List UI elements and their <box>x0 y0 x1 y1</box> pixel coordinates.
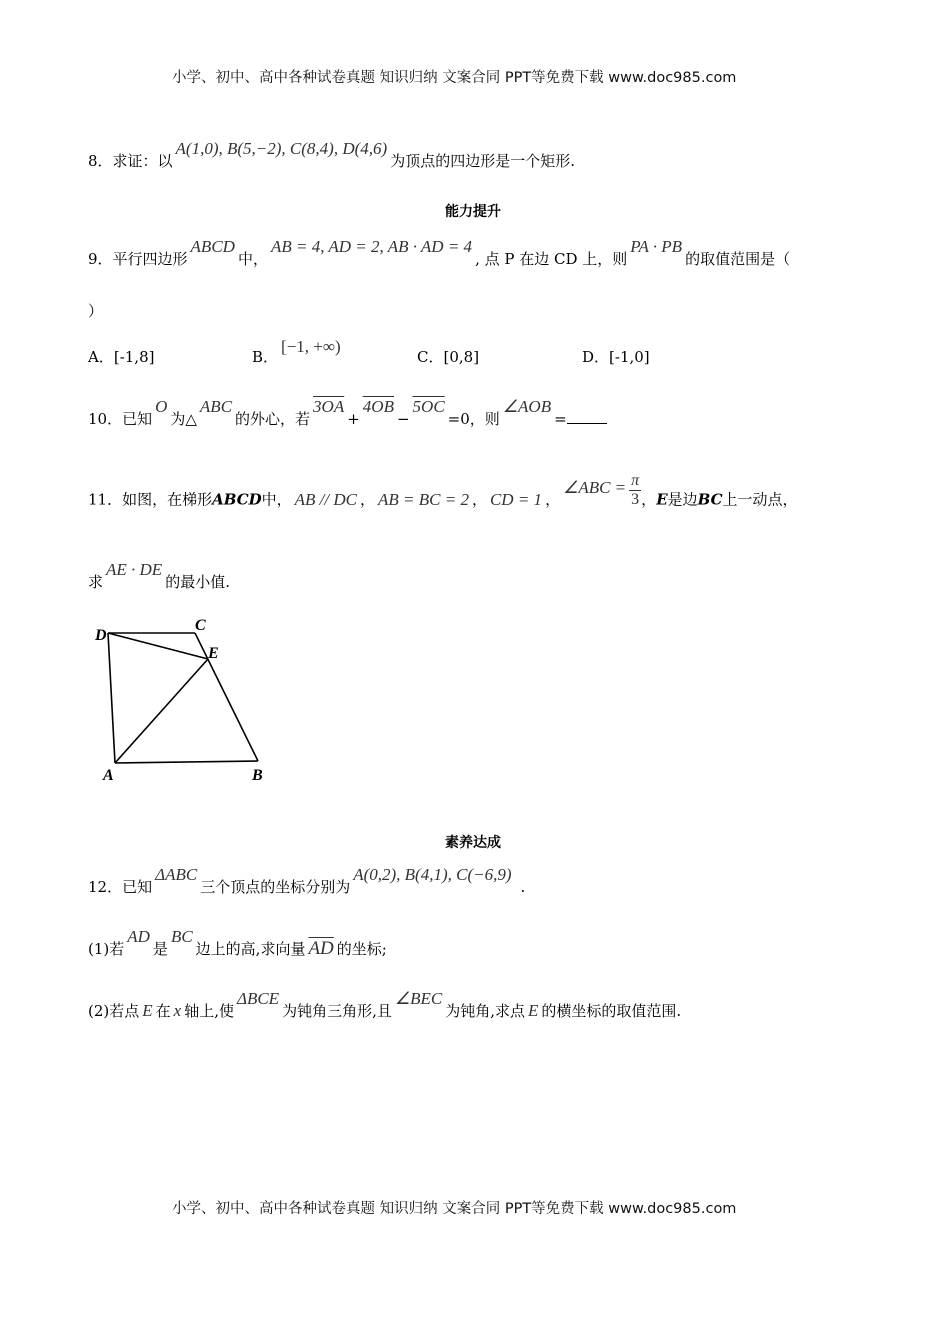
q12-text: (1)若 <box>88 940 125 958</box>
edge-ba <box>115 761 258 763</box>
q12-math-triangle: ΔABC <box>155 865 198 884</box>
q12-text: 的横坐标的取值范围. <box>541 1002 682 1020</box>
q11-math-cd: CD = 1 <box>489 489 543 509</box>
edge-ad <box>108 633 115 763</box>
q10-math-abc: ABC <box>199 397 233 416</box>
option-value: [−1, +∞) <box>281 337 341 356</box>
q11-math-parallel: AB // DC <box>294 489 357 509</box>
q12-text: 为钝角,求点 <box>445 1002 525 1020</box>
option-label: D． <box>582 348 610 366</box>
q9-number: 9．平行四边形 <box>88 250 188 268</box>
q8-points: A(1,0), B(5,−2), C(8,4), D(4,6) <box>175 139 388 158</box>
section-title-ability: 能力提升 <box>445 204 501 220</box>
q11-text: 是边 <box>667 490 698 509</box>
q12-part-2 <box>88 989 682 1021</box>
option-label: B． <box>252 348 279 366</box>
page-header: 小学、初中、高中各种试卷真题 知识归纳 文案合同 PPT等免费下载 www.doc985.com <box>172 70 737 86</box>
vector-ad: $\overline{AD}$ <box>308 938 334 959</box>
q10-text: 的外心，若 <box>235 410 311 428</box>
vector-oc: 5OC <box>412 397 445 416</box>
q11-math-lengths: AB = BC = 2 <box>378 489 469 509</box>
q10-text: = <box>554 410 567 428</box>
section-title-literacy: 素养达成 <box>445 835 501 851</box>
figure-label-c: C <box>195 617 206 634</box>
q10-text: 为△ <box>170 410 197 428</box>
q12-math-points: A(0,2), B(4,1), C(−6,9) <box>353 865 512 884</box>
q12-text: 边上的高,求向量 <box>195 940 306 958</box>
q11-number: 11．如图，在梯形 <box>88 490 213 509</box>
edge-cb <box>195 633 258 761</box>
q11-math-ae-de: AE · DE <box>106 560 163 579</box>
period: . <box>520 878 526 896</box>
q12-text: 为钝角三角形,且 <box>282 1002 392 1020</box>
q9-text: 中， <box>237 250 268 268</box>
page-footer: 小学、初中、高中各种试卷真题 知识归纳 文案合同 PPT等免费下载 www.doc985.com <box>172 1201 737 1217</box>
q11-bc: BC <box>697 490 723 509</box>
option-value: [-1,0] <box>609 348 650 366</box>
math-e: E <box>528 1001 539 1020</box>
q11-text: 求 <box>88 573 104 591</box>
comma: ， <box>471 490 487 509</box>
q11-text: 中， <box>261 490 292 509</box>
q9-math-abcd: ABCD <box>190 237 235 256</box>
q12-text: 是 <box>152 940 168 958</box>
q12-text: (2)若点 <box>88 1002 140 1020</box>
option-value: [-1,8] <box>113 348 155 366</box>
math-ad: AD <box>127 927 150 946</box>
minus-sign: − <box>396 410 410 428</box>
q10-math-o: O <box>155 397 168 416</box>
q12-part-1 <box>88 927 387 960</box>
q12-number: 12．已知 <box>88 878 153 896</box>
plus-sign: + <box>347 410 360 428</box>
option-value: [0,8] <box>443 348 480 366</box>
segment-de <box>108 633 208 659</box>
math-x: x <box>173 1001 182 1020</box>
q10-number: 10．已知 <box>88 410 153 428</box>
math-angle-bec: ∠BEC <box>394 989 443 1008</box>
q10-math-angle: ∠AOB <box>502 397 552 416</box>
q10-text: =0，则 <box>447 410 500 428</box>
segment-ae <box>115 659 208 763</box>
comma: ， <box>641 490 657 509</box>
math-bc: BC <box>170 927 193 946</box>
q9-math-papb: PA · PB <box>630 237 683 256</box>
figure-label-d: D <box>95 627 107 644</box>
q12-text: 在 <box>155 1002 171 1020</box>
math-e: E <box>142 1001 153 1020</box>
question-12 <box>88 865 526 897</box>
vector-ob: 4OB <box>362 397 394 416</box>
comma: ， <box>360 490 376 509</box>
q11-math-angle: ∠ABC = <box>563 477 627 497</box>
figure-label-a: A <box>103 767 114 784</box>
q12-text: 轴上,使 <box>184 1002 234 1020</box>
q9-text: , 点 P 在边 CD 上，则 <box>475 250 628 268</box>
figure-label-e: E <box>208 645 219 662</box>
denominator: 3 <box>631 491 640 508</box>
q9-text: 的取值范围是（ <box>685 250 791 268</box>
q11-e: E <box>656 490 668 509</box>
numerator: π <box>631 472 640 489</box>
option-label: A． <box>88 348 114 366</box>
q11-abcd: ABCD <box>212 490 262 509</box>
q9-math-conditions: AB = 4, AD = 2, AB · AD = 4 <box>270 237 473 256</box>
q12-text: 的坐标; <box>336 940 387 958</box>
option-label: C． <box>417 348 444 366</box>
math-triangle-bce: ΔBCE <box>236 989 280 1008</box>
q11-text: 的最小值. <box>165 573 230 591</box>
vector-oa: 3OA <box>313 397 345 416</box>
q11-text: 上一动点， <box>722 490 798 509</box>
comma: ， <box>545 490 561 509</box>
q8-text: 为顶点的四边形是一个矩形. <box>390 152 575 170</box>
q9-close-paren: ） <box>88 302 104 320</box>
figure-label-b: B <box>252 767 263 784</box>
q8-number: 8．求证：以 <box>88 152 173 170</box>
q12-text: 三个顶点的坐标分别为 <box>200 878 351 896</box>
